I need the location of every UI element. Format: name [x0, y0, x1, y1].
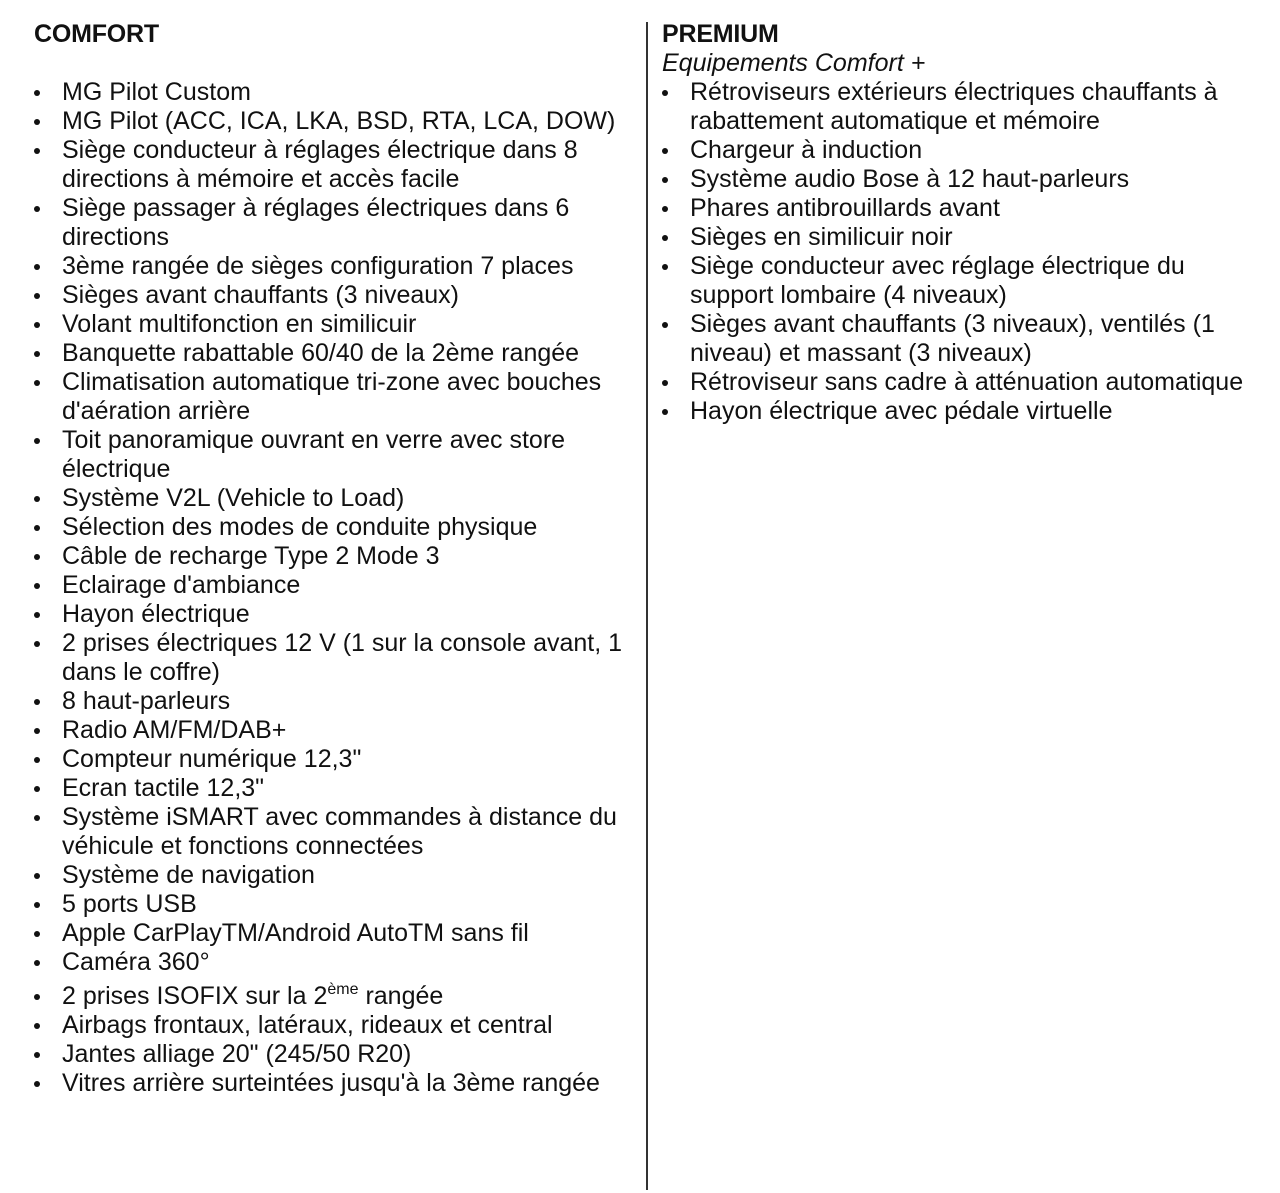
list-item: [34, 281, 624, 310]
bullet-icon: [662, 206, 668, 212]
bullet-icon: [34, 438, 40, 444]
list-item-text: Jantes alliage 20" (245/50 R20): [62, 1040, 412, 1068]
list-item-text: 8 haut-parleurs: [62, 687, 231, 715]
column-divider: [646, 22, 648, 1190]
list-item-text: Vitres arrière surteintées jusqu'à la 3ème rangée: [62, 1069, 600, 1097]
bullet-icon: [34, 612, 40, 618]
list-item: [34, 745, 624, 774]
bullet-icon: [662, 235, 668, 241]
premium-title: PREMIUM: [662, 20, 779, 48]
list-item: [34, 600, 624, 629]
bullet-icon: [662, 148, 668, 154]
list-item-text: Apple CarPlayTM/Android AutoTM sans fil: [62, 919, 529, 947]
bullet-icon: [34, 264, 40, 270]
list-item-text: Hayon électrique avec pédale virtuelle: [690, 397, 1113, 425]
list-item-text: Sièges en similicuir noir: [690, 223, 953, 251]
bullet-icon: [34, 351, 40, 357]
bullet-icon: [34, 960, 40, 966]
list-item: [34, 919, 624, 948]
list-item-text: 3ème rangée de sièges configuration 7 places: [62, 252, 574, 280]
list-item-text: Rétroviseur sans cadre à atténuation automatique: [690, 368, 1244, 396]
list-item-text: Système V2L (Vehicle to Load): [62, 484, 405, 512]
list-item: [34, 571, 624, 600]
bullet-icon: [34, 583, 40, 589]
bullet-icon: [662, 322, 668, 328]
bullet-icon: [34, 1052, 40, 1058]
list-item-text: Toit panoramique ouvrant en verre avec store électrique: [62, 426, 566, 483]
bullet-icon: [34, 1081, 40, 1087]
bullet-icon: [34, 148, 40, 154]
isofix-superscript: ème: [327, 981, 359, 998]
list-item: [34, 629, 624, 687]
bullet-icon: [662, 409, 668, 415]
list-item: [662, 136, 1262, 165]
premium-list: [662, 78, 1262, 426]
bullet-icon: [34, 496, 40, 502]
premium-column: [662, 20, 1262, 426]
list-item: [34, 948, 624, 977]
list-item-text: Siège conducteur à réglages électrique dans 8 directions à mémoire et accès facile: [62, 136, 578, 193]
list-item: [34, 194, 624, 252]
list-item-text: Banquette rabattable 60/40 de la 2ème rangée: [62, 339, 580, 367]
list-item-text: MG Pilot Custom: [62, 78, 251, 106]
bullet-icon: [34, 994, 40, 1000]
list-item: [34, 339, 624, 368]
list-item-text: Chargeur à induction: [690, 136, 923, 164]
comfort-column: [34, 20, 624, 1098]
bullet-icon: [34, 757, 40, 763]
bullet-icon: [662, 380, 668, 386]
bullet-icon: [662, 264, 668, 270]
bullet-icon: [34, 815, 40, 821]
list-item: [662, 223, 1262, 252]
isofix-text-before: 2 prises ISOFIX sur la 2: [62, 982, 328, 1010]
bullet-icon: [34, 322, 40, 328]
list-item-text: Volant multifonction en similicuir: [62, 310, 417, 338]
list-item: [34, 426, 624, 484]
list-item: [34, 861, 624, 890]
list-item-text: Système audio Bose à 12 haut-parleurs: [690, 165, 1130, 193]
list-item-text: Airbags frontaux, latéraux, rideaux et central: [62, 1011, 553, 1039]
list-item: [34, 107, 624, 136]
list-item: [34, 484, 624, 513]
list-item: [34, 716, 624, 745]
list-item-text: Eclairage d'ambiance: [62, 571, 301, 599]
list-item-text: Phares antibrouillards avant: [690, 194, 1000, 222]
bullet-icon: [34, 699, 40, 705]
list-item-text: Hayon électrique: [62, 600, 250, 628]
list-item: [34, 1011, 624, 1040]
list-item-text: Ecran tactile 12,3": [62, 774, 265, 802]
list-item-text: MG Pilot (ACC, ICA, LKA, BSD, RTA, LCA, DOW): [62, 107, 616, 135]
bullet-icon: [34, 90, 40, 96]
bullet-icon: [662, 177, 668, 183]
bullet-icon: [34, 1023, 40, 1029]
list-item: [34, 513, 624, 542]
bullet-icon: [34, 902, 40, 908]
bullet-icon: [34, 931, 40, 937]
list-item: [34, 78, 624, 107]
list-item: [662, 165, 1262, 194]
comfort-list: [34, 78, 624, 1098]
list-item-text: Sièges avant chauffants (3 niveaux), ventilés (1 niveau) et massant (3 niveaux): [690, 310, 1215, 367]
bullet-icon: [34, 206, 40, 212]
list-item: [34, 687, 624, 716]
list-item: [34, 368, 624, 426]
list-item-text: Siège conducteur avec réglage électrique du support lombaire (4 niveaux): [690, 252, 1185, 309]
list-item: [34, 542, 624, 571]
comfort-title: COMFORT: [34, 20, 159, 48]
list-item: [34, 774, 624, 803]
list-item-text: Sélection des modes de conduite physique: [62, 513, 538, 541]
list-item-text: Système iSMART avec commandes à distance du véhicule et fonctions connectées: [62, 803, 617, 860]
list-item-text: Siège passager à réglages électriques dans 6 directions: [62, 194, 570, 251]
list-item: [662, 397, 1262, 426]
list-item-isofix: [34, 977, 624, 1011]
list-item: [34, 136, 624, 194]
list-item: [34, 1040, 624, 1069]
list-item: [662, 252, 1262, 310]
list-item: [34, 803, 624, 861]
bullet-icon: [34, 873, 40, 879]
bullet-icon: [34, 525, 40, 531]
list-item-text: Radio AM/FM/DAB+: [62, 716, 287, 744]
bullet-icon: [34, 293, 40, 299]
list-item: [34, 252, 624, 281]
list-item-text: Caméra 360°: [62, 948, 210, 976]
list-item: [34, 310, 624, 339]
bullet-icon: [662, 90, 668, 96]
list-item-text: 5 ports USB: [62, 890, 197, 918]
list-item: [662, 368, 1262, 397]
bullet-icon: [34, 728, 40, 734]
list-item-text: Sièges avant chauffants (3 niveaux): [62, 281, 460, 309]
list-item-text: 2 prises électriques 12 V (1 sur la console avant, 1 dans le coffre): [62, 629, 623, 686]
premium-subtitle: Equipements Comfort +: [662, 49, 926, 77]
list-item-text: Câble de recharge Type 2 Mode 3: [62, 542, 440, 570]
list-item: [662, 194, 1262, 223]
list-item-text: Système de navigation: [62, 861, 315, 889]
list-item-text: Rétroviseurs extérieurs électriques chauffants à rabattement automatique et mémoire: [690, 78, 1218, 135]
list-item-text: Climatisation automatique tri-zone avec bouches d'aération arrière: [62, 368, 602, 425]
list-item: [662, 310, 1262, 368]
bullet-icon: [34, 119, 40, 125]
list-item-text: Compteur numérique 12,3": [62, 745, 362, 773]
comfort-spacer: [34, 49, 624, 78]
bullet-icon: [34, 786, 40, 792]
list-item: [662, 78, 1262, 136]
bullet-icon: [34, 641, 40, 647]
isofix-text-after: rangée: [358, 982, 444, 1010]
bullet-icon: [34, 554, 40, 560]
list-item: [34, 1069, 624, 1098]
list-item: [34, 890, 624, 919]
bullet-icon: [34, 380, 40, 386]
